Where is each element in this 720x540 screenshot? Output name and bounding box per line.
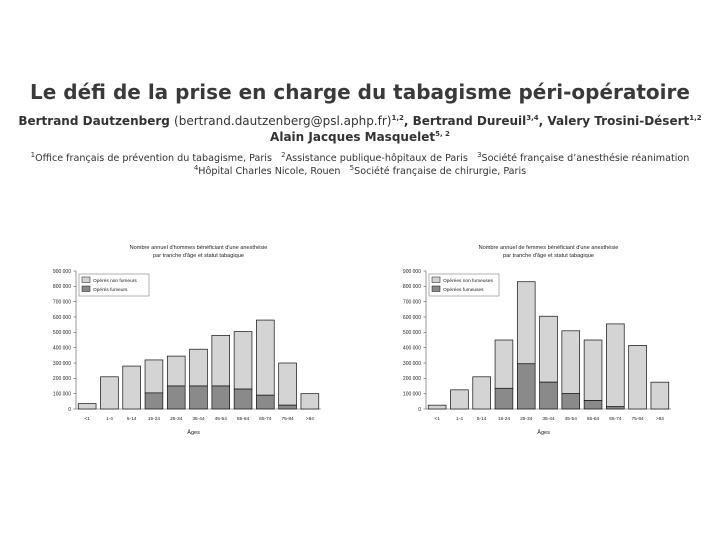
x-tick-label: 15-24 <box>497 417 511 422</box>
author-name: Bertrand Dureuil <box>412 114 527 128</box>
x-tick-label: >84 <box>655 417 664 422</box>
x-tick-label: 35-44 <box>542 417 555 422</box>
y-tick-label: 600 000 <box>52 314 71 321</box>
author-name: Bertrand Dautzenberg <box>18 114 170 128</box>
bar-smoker <box>145 393 163 409</box>
bar-non-smoker <box>629 345 647 409</box>
x-tick-label: >84 <box>305 417 314 422</box>
chart-men-svg <box>36 238 326 438</box>
x-tick-label: 65-74 <box>609 417 622 422</box>
y-tick-label: 500 000 <box>402 330 421 337</box>
affil-text: Société française de chirurgie, Paris <box>354 166 527 178</box>
affiliations-line-1 <box>0 151 720 164</box>
y-tick-label: 0 <box>418 406 421 413</box>
y-tick-label: 400 000 <box>402 345 421 352</box>
x-tick-label: 35-44 <box>192 417 205 422</box>
affil-text: Office français de prévention du tabagisme, Paris <box>35 153 272 165</box>
bar-smoker <box>606 407 624 409</box>
y-tick-label: 400 000 <box>52 345 71 352</box>
bar-non-smoker <box>651 382 669 409</box>
x-tick-label: 65-74 <box>259 417 272 422</box>
author-affil-sup: 1,2 <box>391 114 404 122</box>
affiliations-line-2 <box>0 164 720 177</box>
y-tick-label: 800 000 <box>402 284 421 291</box>
y-tick-label: 100 000 <box>52 391 71 398</box>
bar-smoker <box>517 364 535 409</box>
bar-non-smoker <box>540 316 558 382</box>
y-tick-label: 900 000 <box>402 268 421 275</box>
bar-non-smoker <box>167 356 185 386</box>
chart-women <box>386 238 676 443</box>
bar-smoker <box>167 386 185 409</box>
x-tick-label: 15-24 <box>147 417 161 422</box>
bar-non-smoker <box>451 390 469 409</box>
x-tick-label: <1 <box>434 417 440 422</box>
affil-number: 1 <box>30 151 36 159</box>
affil-text: Société française d’anesthésie réanimation <box>481 153 690 165</box>
author-affil-sup: 5, 2 <box>435 130 450 138</box>
x-axis-label: Âges <box>187 430 200 436</box>
bar-smoker <box>190 386 208 409</box>
x-tick-label: 25-34 <box>170 417 183 422</box>
affil-number: 3 <box>477 151 482 159</box>
author-affil-sup: 1,2 <box>689 114 702 122</box>
affil-text: Assistance publique-hôpitaux de Paris <box>285 153 468 165</box>
author-line-2 <box>0 130 720 144</box>
legend-swatch <box>432 286 440 292</box>
bar-non-smoker <box>78 404 96 409</box>
x-axis-label: Âges <box>537 430 550 436</box>
bar-non-smoker <box>212 335 230 386</box>
chart-title: Nombre annuel de femmes bénéficiant d'une anesthésie <box>478 245 619 251</box>
x-tick-label: 75-84 <box>281 417 294 422</box>
legend-label: Opérées fumeuses <box>443 287 484 293</box>
bar-smoker <box>584 401 602 409</box>
x-tick-label: 75-84 <box>631 417 644 422</box>
y-tick-label: 900 000 <box>52 268 71 275</box>
author-name: Valery Trosini-Désert <box>547 114 690 128</box>
y-tick-label: 100 000 <box>402 391 421 398</box>
bar-non-smoker <box>473 377 491 409</box>
legend-label: Opérés non fumeurs <box>93 278 137 284</box>
bar-smoker <box>495 388 513 409</box>
bar-smoker <box>256 395 274 409</box>
bar-non-smoker <box>190 349 208 386</box>
legend-swatch <box>82 286 90 292</box>
page-title: Le défi de la prise en charge du tabagisme péri-opératoire <box>30 80 690 104</box>
bar-smoker <box>540 382 558 409</box>
x-tick-label: 55-64 <box>236 417 250 422</box>
bar-smoker <box>562 394 580 409</box>
legend-label: Opérées non fumeuses <box>443 278 493 284</box>
y-tick-label: 700 000 <box>52 299 71 306</box>
x-tick-label: 25-34 <box>520 417 533 422</box>
y-tick-label: 500 000 <box>52 330 71 337</box>
bar-non-smoker <box>101 377 119 409</box>
affil-number: 2 <box>281 151 286 159</box>
x-tick-label: 5-14 <box>126 417 137 422</box>
x-tick-label: <1 <box>84 417 90 422</box>
y-tick-label: 200 000 <box>52 376 71 383</box>
x-tick-label: 45-54 <box>564 417 577 422</box>
affil-number: 5 <box>349 164 355 172</box>
x-tick-label: 5-14 <box>476 417 487 422</box>
author-name: Alain Jacques Masquelet <box>270 130 436 144</box>
chart-men <box>36 238 326 443</box>
legend-swatch <box>432 277 440 283</box>
bar-non-smoker <box>301 394 319 409</box>
bar-non-smoker <box>279 363 297 405</box>
bar-non-smoker <box>145 360 163 393</box>
author-line-1: Bertrand Dautzenberg (bertrand.dautzenberg@psl.aphp.fr)$^{1,2}$, Bertrand Dureuil$^{3,4}$, Valery Trosini-Désert$^{1,2}$ <box>18 114 702 128</box>
legend-swatch <box>82 277 90 283</box>
chart-subtitle: par tranche d'âge et statut tabagique <box>153 253 244 259</box>
y-tick-label: 700 000 <box>402 299 421 306</box>
bar-non-smoker <box>517 282 535 364</box>
bar-non-smoker <box>562 331 580 394</box>
bar-non-smoker <box>256 320 274 395</box>
x-tick-label: 1-4 <box>455 417 463 422</box>
y-tick-label: 800 000 <box>52 284 71 291</box>
y-tick-label: 0 <box>68 406 71 413</box>
legend-label: Opérés fumeurs <box>93 287 128 293</box>
x-tick-label: 1-4 <box>105 417 113 422</box>
bar-smoker <box>234 389 252 409</box>
x-tick-label: 55-64 <box>586 417 600 422</box>
author-email[interactable]: (bertrand.dautzenberg@psl.aphp.fr) <box>174 114 392 128</box>
bar-non-smoker <box>584 340 602 401</box>
author-affil-sup: 3,4 <box>526 114 539 122</box>
bar-non-smoker <box>123 366 141 409</box>
bar-non-smoker <box>495 340 513 388</box>
bar-smoker <box>279 405 297 409</box>
y-tick-label: 600 000 <box>402 314 421 321</box>
affil-number: 4 <box>193 164 199 172</box>
x-tick-label: 45-54 <box>214 417 227 422</box>
y-tick-label: 200 000 <box>402 376 421 383</box>
chart-subtitle: par tranche d'âge et statut tabagique <box>503 253 594 259</box>
y-tick-label: 300 000 <box>402 360 421 367</box>
affil-text: Hôpital Charles Nicole, Rouen <box>198 166 341 178</box>
bar-smoker <box>212 386 230 409</box>
y-tick-label: 300 000 <box>52 360 71 367</box>
chart-women-svg <box>386 238 676 438</box>
bar-non-smoker <box>428 405 446 409</box>
bar-non-smoker <box>606 324 624 407</box>
chart-title: Nombre annuel d'hommes bénéficiant d'une anesthésie <box>129 245 268 251</box>
bar-non-smoker <box>234 332 252 390</box>
